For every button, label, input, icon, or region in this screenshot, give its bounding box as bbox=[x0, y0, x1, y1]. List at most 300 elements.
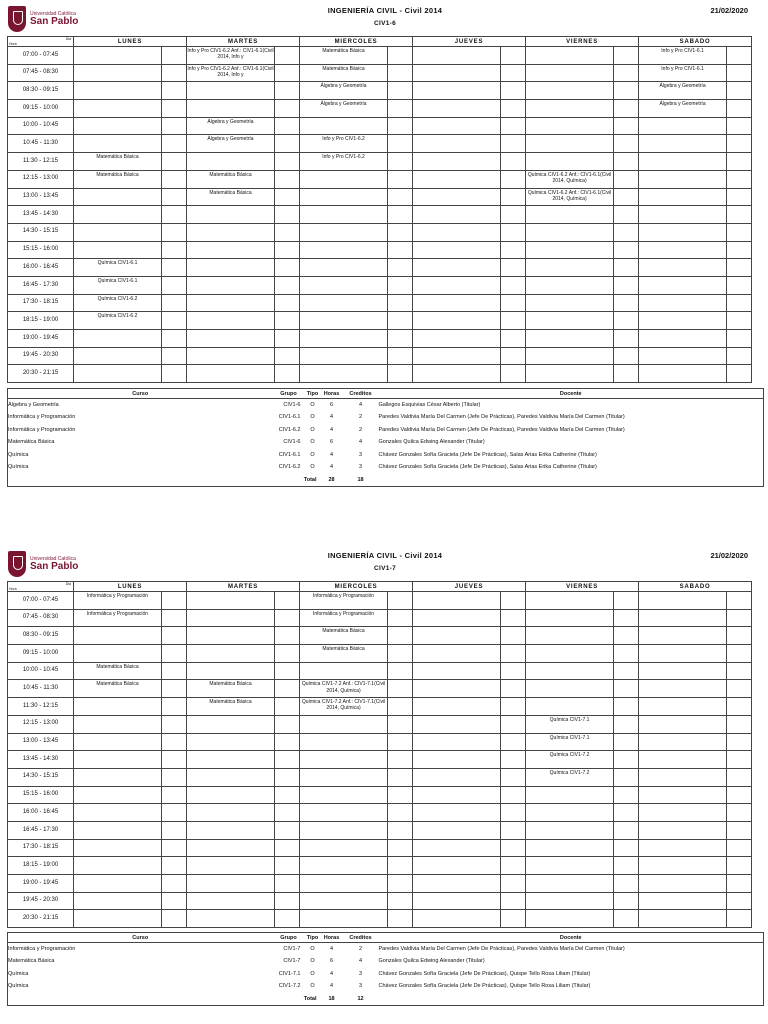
schedule-cell bbox=[388, 276, 413, 294]
time-slot: 07:45 - 08:30 bbox=[8, 64, 74, 82]
courses-header-row bbox=[8, 933, 764, 943]
schedule-cell: Matemática Básica bbox=[300, 47, 388, 65]
schedule-row bbox=[8, 347, 752, 365]
page-title: INGENIERÍA CIVIL - Civil 2014 bbox=[327, 6, 443, 15]
course-column-header: Docente bbox=[379, 389, 764, 399]
schedule-cell bbox=[727, 910, 752, 928]
schedule-cell bbox=[388, 839, 413, 857]
course-name: Química bbox=[8, 464, 29, 471]
schedule-cell bbox=[526, 645, 614, 663]
course-type: O bbox=[310, 414, 315, 421]
time-slot: 07:00 - 07:45 bbox=[8, 47, 74, 65]
schedule-row bbox=[8, 662, 752, 680]
time-slot: 10:45 - 11:30 bbox=[8, 135, 74, 153]
schedule-cell bbox=[300, 347, 388, 365]
schedule-row bbox=[8, 188, 752, 206]
schedule-cell bbox=[614, 839, 639, 857]
page-title: INGENIERÍA CIVIL - Civil 2014 bbox=[327, 551, 443, 560]
schedule-cell bbox=[727, 645, 752, 663]
schedule-cell bbox=[275, 839, 300, 857]
schedule-cell bbox=[639, 804, 727, 822]
total-label: Total bbox=[303, 476, 317, 483]
schedule-cell bbox=[501, 786, 526, 804]
schedule-cell bbox=[526, 312, 614, 330]
schedule-cell bbox=[614, 592, 639, 610]
schedule-cell bbox=[413, 241, 501, 259]
schedule-row bbox=[8, 786, 752, 804]
schedule-cell bbox=[526, 892, 614, 910]
course-column-header: Docente bbox=[379, 933, 764, 943]
schedule-cell bbox=[614, 241, 639, 259]
schedule-cell bbox=[187, 804, 275, 822]
schedule-row bbox=[8, 223, 752, 241]
university-logo bbox=[8, 4, 88, 34]
schedule-cell bbox=[74, 804, 162, 822]
schedule-cell bbox=[275, 892, 300, 910]
time-slot: 10:45 - 11:30 bbox=[8, 680, 74, 698]
schedule-row bbox=[8, 821, 752, 839]
schedule-cell bbox=[275, 662, 300, 680]
schedule-cell bbox=[639, 153, 727, 171]
shield-icon bbox=[8, 551, 26, 577]
schedule-cell bbox=[501, 609, 526, 627]
schedule-cell bbox=[727, 680, 752, 698]
course-credits: 2 bbox=[358, 426, 363, 433]
schedule-cell bbox=[501, 170, 526, 188]
schedule-cell bbox=[526, 627, 614, 645]
day-header: VIERNES bbox=[526, 582, 639, 592]
schedule-row bbox=[8, 768, 752, 786]
schedule-cell bbox=[187, 627, 275, 645]
schedule-cell bbox=[614, 821, 639, 839]
course-type: O bbox=[310, 464, 315, 471]
schedule-cell bbox=[526, 206, 614, 224]
schedule-table bbox=[7, 36, 752, 383]
schedule-cell bbox=[727, 768, 752, 786]
course-name: Química bbox=[8, 970, 29, 977]
schedule-row bbox=[8, 117, 752, 135]
schedule-cell bbox=[614, 223, 639, 241]
schedule-cell bbox=[300, 875, 388, 893]
schedule-cell bbox=[388, 259, 413, 277]
course-group: CIV1-7.1 bbox=[278, 970, 301, 977]
day-hour-corner bbox=[8, 37, 74, 47]
course-row bbox=[8, 436, 764, 449]
schedule-row bbox=[8, 751, 752, 769]
schedule-row bbox=[8, 875, 752, 893]
schedule-cell bbox=[413, 857, 501, 875]
schedule-cell bbox=[639, 698, 727, 716]
schedule-cell bbox=[526, 100, 614, 118]
schedule-cell bbox=[275, 170, 300, 188]
schedule-cell bbox=[501, 347, 526, 365]
schedule-cell bbox=[275, 135, 300, 153]
course-teacher: Gonzales Quilca Edwing Alexander (Titular) bbox=[378, 439, 485, 446]
course-row bbox=[8, 411, 764, 424]
logo-small-text: Universidad Católica bbox=[30, 10, 76, 17]
schedule-cell bbox=[187, 153, 275, 171]
schedule-cell bbox=[614, 82, 639, 100]
schedule-cell bbox=[614, 892, 639, 910]
schedule-cell bbox=[639, 188, 727, 206]
schedule-cell bbox=[526, 910, 614, 928]
schedule-cell bbox=[74, 698, 162, 716]
schedule-cell: Química CIV1-7.2 Anf.: CIV1-7.1(Civil 2014, Química) bbox=[300, 680, 388, 698]
schedule-cell: Matemática Básica bbox=[187, 680, 275, 698]
schedule-cell bbox=[388, 910, 413, 928]
schedule-cell bbox=[275, 82, 300, 100]
schedule-cell bbox=[413, 365, 501, 383]
schedule-cell bbox=[162, 875, 187, 893]
schedule-cell bbox=[501, 892, 526, 910]
schedule-cell bbox=[501, 223, 526, 241]
schedule-cell bbox=[187, 82, 275, 100]
schedule-row bbox=[8, 365, 752, 383]
schedule-cell bbox=[526, 135, 614, 153]
schedule-cell bbox=[162, 347, 187, 365]
schedule-cell bbox=[162, 839, 187, 857]
schedule-cell bbox=[501, 875, 526, 893]
schedule-cell: Álgebra y Geometría bbox=[639, 100, 727, 118]
schedule-cell bbox=[501, 294, 526, 312]
schedule-cell bbox=[275, 276, 300, 294]
schedule-cell bbox=[639, 117, 727, 135]
schedule-cell bbox=[74, 892, 162, 910]
schedule-cell bbox=[727, 294, 752, 312]
schedule-cell bbox=[614, 857, 639, 875]
course-column-header: Grupo bbox=[273, 389, 305, 399]
schedule-row bbox=[8, 100, 752, 118]
time-slot: 19:00 - 19:45 bbox=[8, 330, 74, 348]
course-row bbox=[8, 449, 764, 462]
schedule-cell bbox=[614, 330, 639, 348]
schedule-row bbox=[8, 892, 752, 910]
schedule-row bbox=[8, 135, 752, 153]
course-teacher: Gallegos Esquivias César Alberto (Titular) bbox=[378, 402, 481, 408]
schedule-cell bbox=[501, 592, 526, 610]
schedule-cell bbox=[187, 875, 275, 893]
schedule-cell bbox=[413, 751, 501, 769]
schedule-cell bbox=[614, 715, 639, 733]
schedule-row bbox=[8, 698, 752, 716]
schedule-cell bbox=[639, 733, 727, 751]
schedule-cell bbox=[74, 206, 162, 224]
schedule-cell: Matemática Básica bbox=[187, 188, 275, 206]
schedule-cell bbox=[388, 153, 413, 171]
time-slot: 11:30 - 12:15 bbox=[8, 698, 74, 716]
schedule-cell bbox=[388, 294, 413, 312]
schedule-cell bbox=[74, 365, 162, 383]
schedule-cell bbox=[727, 153, 752, 171]
time-slot: 08:30 - 09:15 bbox=[8, 82, 74, 100]
schedule-cell bbox=[614, 910, 639, 928]
schedule-cell bbox=[614, 733, 639, 751]
schedule-cell bbox=[275, 117, 300, 135]
schedule-cell bbox=[614, 645, 639, 663]
schedule-cell bbox=[501, 733, 526, 751]
schedule-cell bbox=[413, 662, 501, 680]
schedule-cell bbox=[727, 259, 752, 277]
schedule-cell bbox=[526, 330, 614, 348]
time-slot: 12:15 - 13:00 bbox=[8, 170, 74, 188]
schedule-cell bbox=[388, 715, 413, 733]
page-subtitle: CIV1-7 bbox=[373, 565, 397, 572]
schedule-cell bbox=[74, 733, 162, 751]
schedule-cell bbox=[187, 892, 275, 910]
schedule-cell bbox=[501, 910, 526, 928]
schedule-cell: Info y Pro CIV1-6.2 bbox=[300, 135, 388, 153]
schedule-cell bbox=[74, 857, 162, 875]
schedule-cell: Química CIV1-7.2 bbox=[526, 768, 614, 786]
day-header: MIERCOLES bbox=[300, 582, 413, 592]
schedule-cell bbox=[162, 645, 187, 663]
schedule-row bbox=[8, 64, 752, 82]
schedule-cell bbox=[526, 821, 614, 839]
schedule-cell bbox=[639, 276, 727, 294]
schedule-cell bbox=[413, 698, 501, 716]
time-slot: 18:15 - 19:00 bbox=[8, 312, 74, 330]
shield-icon bbox=[8, 6, 26, 32]
schedule-cell bbox=[388, 804, 413, 822]
course-type: O bbox=[310, 970, 315, 977]
schedule-cell bbox=[727, 135, 752, 153]
schedule-header-row bbox=[8, 37, 752, 47]
schedule-cell: Álgebra y Geometría bbox=[187, 135, 275, 153]
schedule-cell bbox=[300, 821, 388, 839]
schedule-cell bbox=[275, 751, 300, 769]
schedule-cell bbox=[300, 715, 388, 733]
schedule-cell bbox=[162, 592, 187, 610]
course-credits: 4 bbox=[358, 402, 363, 408]
schedule-row bbox=[8, 910, 752, 928]
schedule-cell bbox=[614, 680, 639, 698]
course-teacher: Chávez Gonzales Sofía Graciela (Jefe De Prácticas), Salas Arias Erika Catherine (Titular) bbox=[378, 451, 597, 458]
schedule-cell bbox=[413, 153, 501, 171]
course-group: CIV1-6 bbox=[283, 439, 301, 446]
schedule-cell bbox=[639, 135, 727, 153]
schedule-cell bbox=[413, 82, 501, 100]
schedule-cell bbox=[74, 645, 162, 663]
schedule-cell bbox=[388, 680, 413, 698]
schedule-cell bbox=[275, 786, 300, 804]
schedule-cell bbox=[162, 47, 187, 65]
schedule-cell bbox=[187, 259, 275, 277]
schedule-cell bbox=[639, 241, 727, 259]
schedule-cell bbox=[727, 698, 752, 716]
schedule-cell bbox=[74, 347, 162, 365]
schedule-cell: Informática y Programación bbox=[74, 592, 162, 610]
schedule-cell bbox=[388, 188, 413, 206]
schedule-cell bbox=[501, 680, 526, 698]
schedule-cell bbox=[526, 592, 614, 610]
schedule-row bbox=[8, 330, 752, 348]
schedule-cell bbox=[614, 768, 639, 786]
schedule-cell bbox=[413, 64, 501, 82]
schedule-cell bbox=[413, 276, 501, 294]
schedule-cell: Química CIV1-6.1 bbox=[74, 259, 162, 277]
schedule-cell bbox=[614, 206, 639, 224]
logo-small-text: Universidad Católica bbox=[30, 555, 76, 562]
schedule-cell bbox=[388, 892, 413, 910]
course-hours: 4 bbox=[329, 946, 334, 952]
schedule-cell bbox=[727, 170, 752, 188]
schedule-cell bbox=[614, 188, 639, 206]
day-header: JUEVES bbox=[413, 582, 526, 592]
schedule-cell: Química CIV1-7.1 bbox=[526, 733, 614, 751]
schedule-cell bbox=[727, 609, 752, 627]
course-hours: 6 bbox=[329, 439, 334, 446]
course-group: CIV1-6.1 bbox=[278, 451, 301, 458]
schedule-cell bbox=[501, 135, 526, 153]
schedule-cell bbox=[162, 821, 187, 839]
schedule-cell bbox=[275, 698, 300, 716]
schedule-cell bbox=[526, 64, 614, 82]
schedule-cell bbox=[614, 365, 639, 383]
schedule-cell bbox=[275, 910, 300, 928]
schedule-cell bbox=[501, 751, 526, 769]
course-credits: 4 bbox=[358, 958, 363, 965]
schedule-cell bbox=[501, 330, 526, 348]
schedule-cell bbox=[275, 627, 300, 645]
schedule-cell bbox=[388, 100, 413, 118]
course-name: Álgebra y Geometría bbox=[8, 402, 59, 408]
schedule-cell bbox=[388, 857, 413, 875]
time-slot: 07:45 - 08:30 bbox=[8, 609, 74, 627]
schedule-cell bbox=[639, 259, 727, 277]
schedule-cell bbox=[501, 768, 526, 786]
schedule-cell bbox=[74, 839, 162, 857]
logo-text bbox=[30, 557, 78, 572]
schedule-cell bbox=[614, 117, 639, 135]
schedule-cell bbox=[300, 294, 388, 312]
schedule-cell bbox=[526, 662, 614, 680]
schedule-cell bbox=[639, 786, 727, 804]
corner-hour-label: Hora bbox=[9, 587, 17, 591]
course-teacher: Paredes Valdivia María Del Carmen (Jefe De Prácticas), Paredes Valdivia María Del Carmen (Titular) bbox=[378, 426, 625, 433]
schedule-cell bbox=[614, 627, 639, 645]
schedule-cell bbox=[300, 241, 388, 259]
schedule-cell bbox=[639, 365, 727, 383]
course-teacher: Gonzales Quilca Edwing Alexander (Titular) bbox=[378, 958, 485, 965]
time-slot: 12:15 - 13:00 bbox=[8, 715, 74, 733]
course-credits: 2 bbox=[358, 946, 363, 952]
schedule-cell bbox=[413, 100, 501, 118]
schedule-cell bbox=[388, 698, 413, 716]
schedule-row bbox=[8, 857, 752, 875]
schedule-cell bbox=[727, 592, 752, 610]
schedule-cell bbox=[526, 117, 614, 135]
schedule-cell bbox=[413, 330, 501, 348]
schedule-cell bbox=[639, 839, 727, 857]
schedule-cell bbox=[162, 751, 187, 769]
schedule-cell bbox=[614, 312, 639, 330]
schedule-cell bbox=[300, 733, 388, 751]
schedule-cell bbox=[162, 259, 187, 277]
total-spacer bbox=[8, 993, 273, 1006]
schedule-cell bbox=[74, 875, 162, 893]
schedule-cell bbox=[275, 821, 300, 839]
course-type: O bbox=[310, 439, 315, 446]
schedule-cell bbox=[162, 768, 187, 786]
schedule-cell bbox=[74, 241, 162, 259]
day-header: MARTES bbox=[187, 37, 300, 47]
schedule-cell bbox=[501, 100, 526, 118]
schedule-cell bbox=[300, 804, 388, 822]
schedule-cell: Química CIV1-6.2 Anf.: CIV1-6.1(Civil 2014, Química) bbox=[526, 170, 614, 188]
course-group: CIV1-7 bbox=[283, 946, 301, 952]
schedule-cell bbox=[501, 627, 526, 645]
schedule-cell bbox=[413, 188, 501, 206]
schedule-cell bbox=[501, 188, 526, 206]
schedule-cell bbox=[162, 276, 187, 294]
schedule-cell bbox=[74, 627, 162, 645]
print-date: 21/02/2020 bbox=[710, 551, 748, 560]
schedule-cell bbox=[162, 910, 187, 928]
schedule-cell bbox=[526, 365, 614, 383]
logo-big-text: San Pablo bbox=[30, 560, 79, 572]
schedule-cell bbox=[614, 875, 639, 893]
schedule-cell bbox=[639, 170, 727, 188]
schedule-row bbox=[8, 804, 752, 822]
schedule-cell bbox=[727, 857, 752, 875]
time-slot: 14:30 - 15:15 bbox=[8, 768, 74, 786]
schedule-cell bbox=[162, 82, 187, 100]
schedule-cell bbox=[275, 804, 300, 822]
time-slot: 14:30 - 15:15 bbox=[8, 223, 74, 241]
schedule-cell: Matemática Básica bbox=[187, 170, 275, 188]
print-date: 21/02/2020 bbox=[710, 6, 748, 15]
schedule-cell bbox=[275, 733, 300, 751]
schedule-cell bbox=[74, 223, 162, 241]
schedule-cell bbox=[526, 223, 614, 241]
time-slot: 11:30 - 12:15 bbox=[8, 153, 74, 171]
schedule-cell: Informática y Programación bbox=[300, 609, 388, 627]
course-row bbox=[8, 955, 764, 968]
schedule-header-row bbox=[8, 582, 752, 592]
schedule-cell bbox=[614, 698, 639, 716]
schedule-cell bbox=[413, 117, 501, 135]
course-group: CIV1-6.2 bbox=[278, 426, 301, 433]
schedule-row bbox=[8, 627, 752, 645]
schedule-cell bbox=[162, 241, 187, 259]
schedule-cell bbox=[388, 223, 413, 241]
schedule-row bbox=[8, 259, 752, 277]
time-slot: 16:00 - 16:45 bbox=[8, 259, 74, 277]
course-group: CIV1-6.1 bbox=[278, 414, 301, 421]
course-credits: 2 bbox=[358, 414, 363, 421]
course-column-header: Curso bbox=[8, 933, 273, 943]
schedule-cell bbox=[388, 786, 413, 804]
schedule-cell bbox=[388, 170, 413, 188]
schedule-cell: Álgebra y Geometría bbox=[187, 117, 275, 135]
schedule-cell bbox=[388, 82, 413, 100]
day-header: SABADO bbox=[639, 37, 752, 47]
schedule-cell bbox=[275, 241, 300, 259]
schedule-cell bbox=[501, 804, 526, 822]
schedule-cell bbox=[727, 82, 752, 100]
course-column-header: Tipo bbox=[305, 933, 321, 943]
schedule-row bbox=[8, 294, 752, 312]
course-hours: 4 bbox=[329, 970, 334, 977]
schedule-cell bbox=[727, 839, 752, 857]
course-name: Informática y Programación bbox=[8, 414, 76, 421]
schedule-cell bbox=[388, 312, 413, 330]
schedule-cell bbox=[501, 698, 526, 716]
total-credits: 12 bbox=[357, 995, 364, 1002]
schedule-cell bbox=[275, 312, 300, 330]
course-row bbox=[8, 943, 764, 956]
schedule-cell bbox=[614, 47, 639, 65]
